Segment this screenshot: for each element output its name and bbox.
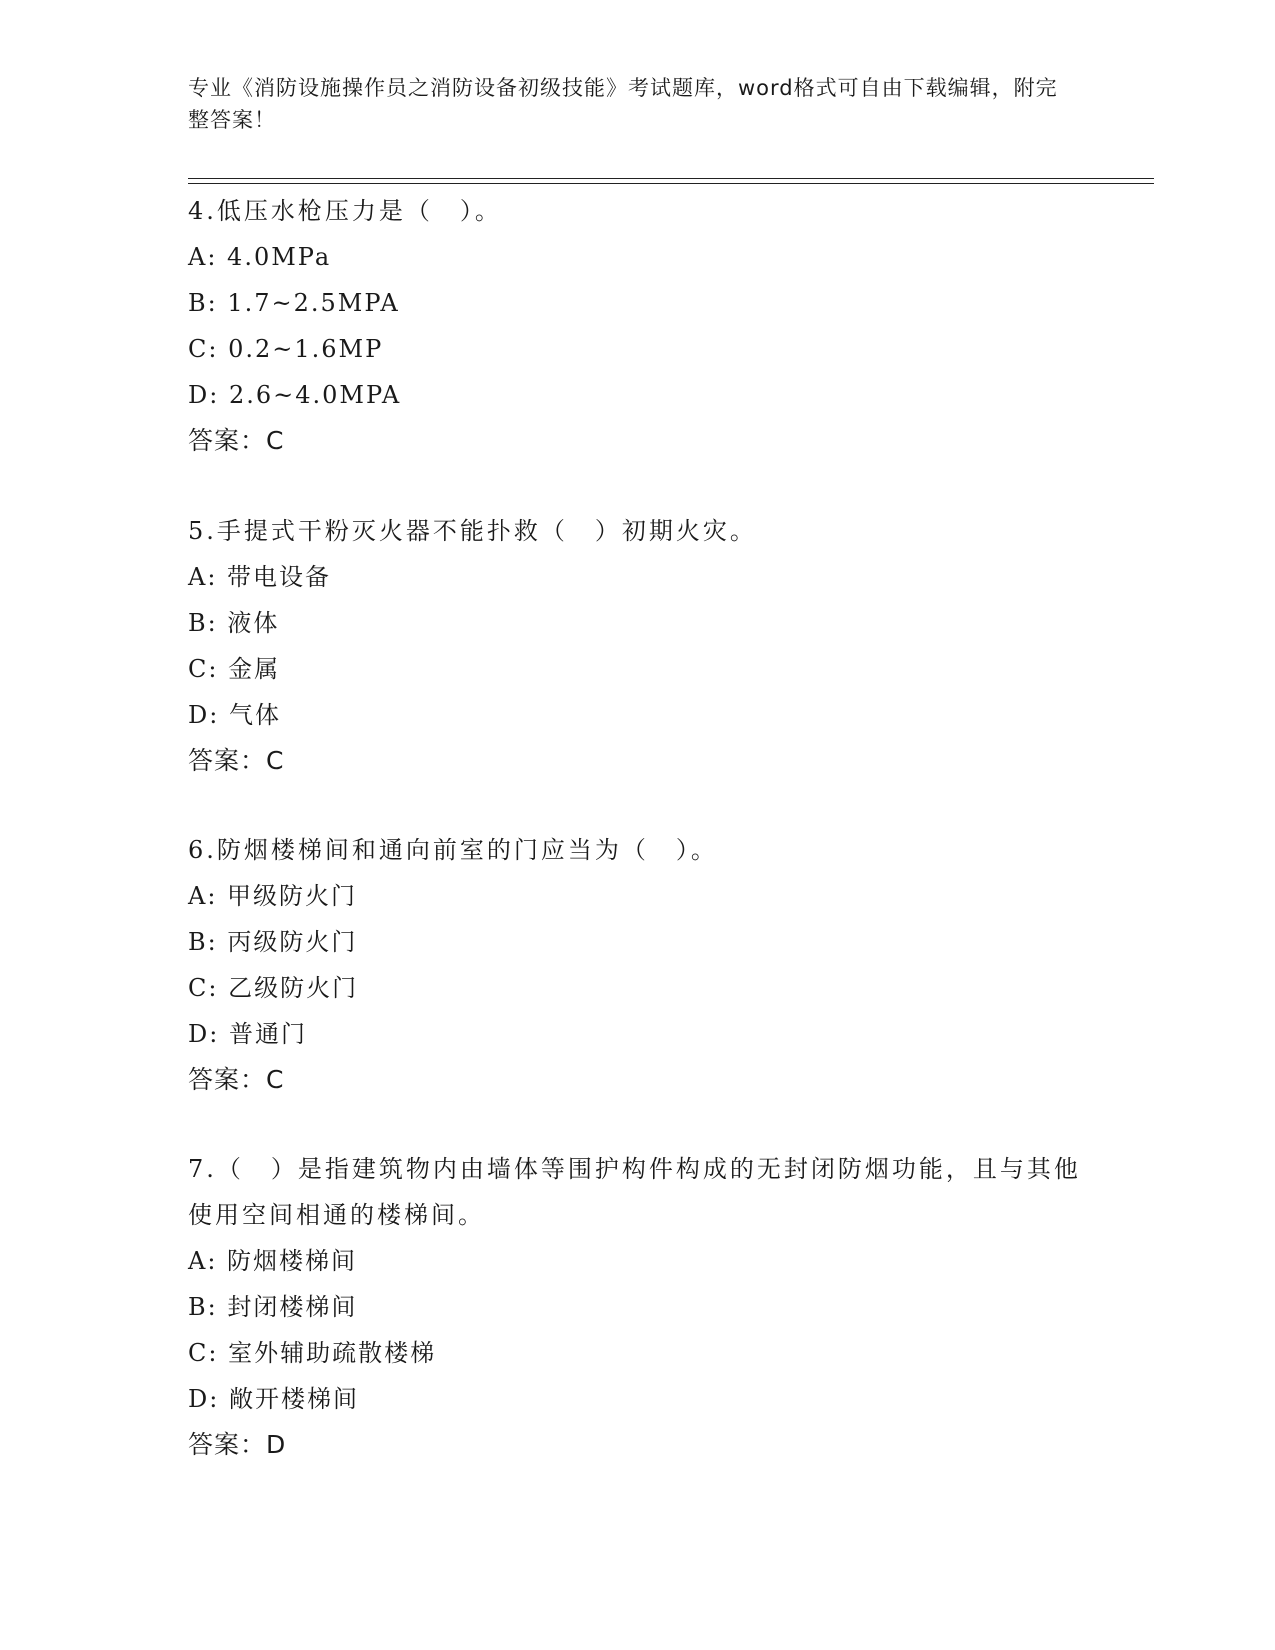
answer-line: 答案：D [188, 1430, 287, 1459]
question-4 [188, 188, 1088, 464]
option-c: C: 金属 [188, 655, 281, 683]
question-stem: 6.防烟楼梯间和通向前室的门应当为（ ）。 [188, 836, 718, 864]
option-d: D: 2.6~4.0MPA [188, 381, 402, 409]
answer-line: 答案：C [188, 426, 285, 455]
question-stem: 5.手提式干粉灭火器不能扑救（ ）初期火灾。 [188, 517, 757, 545]
header-divider-top [188, 178, 1154, 179]
option-b: B: 封闭楼梯间 [188, 1293, 358, 1321]
option-b: B: 1.7~2.5MPA [188, 289, 400, 317]
option-c: C: 乙级防火门 [188, 974, 359, 1002]
option-b: B: 液体 [188, 609, 280, 637]
header-divider-bottom [188, 183, 1154, 184]
question-stem: 4.低压水枪压力是（ ）。 [188, 197, 502, 225]
header-description: 专业《消防设施操作员之消防设备初级技能》考试题库，word格式可自由下载编辑，附完整答案！ [188, 76, 1058, 132]
option-a: A: 防烟楼梯间 [188, 1247, 358, 1275]
option-d: D: 气体 [188, 701, 281, 729]
option-a: A: 4.0MPa [188, 243, 332, 271]
option-a: A: 甲级防火门 [188, 882, 358, 910]
option-d: D: 普通门 [188, 1020, 307, 1048]
answer-line: 答案：C [188, 746, 285, 775]
question-7 [188, 1146, 1088, 1468]
option-d: D: 敞开楼梯间 [188, 1385, 359, 1413]
question-5 [188, 508, 1088, 784]
option-b: B: 丙级防火门 [188, 928, 358, 956]
answer-line: 答案：C [188, 1065, 285, 1094]
question-stem: 7.（ ）是指建筑物内由墙体等围护构件构成的无封闭防烟功能，且与其他使用空间相通的楼梯间。 [188, 1155, 1081, 1229]
option-c: C: 0.2~1.6MP [188, 335, 384, 363]
option-a: A: 带电设备 [188, 563, 332, 591]
question-6 [188, 827, 1088, 1103]
option-c: C: 室外辅助疏散楼梯 [188, 1339, 437, 1367]
